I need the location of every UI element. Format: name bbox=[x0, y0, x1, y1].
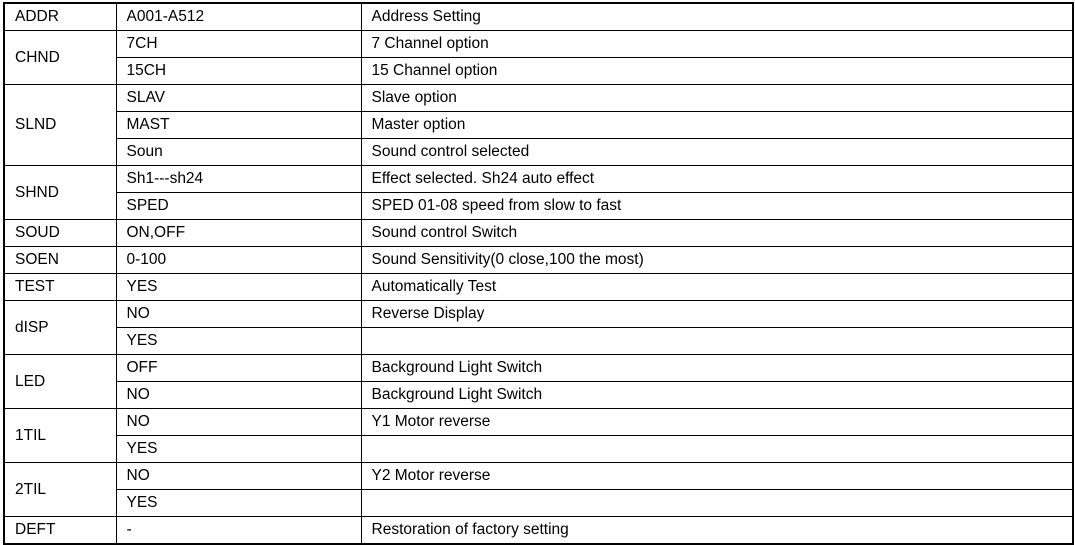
table-row bbox=[4, 463, 1073, 490]
menu-description-cell: Sound Sensitivity(0 close,100 the most) bbox=[361, 247, 1073, 274]
menu-description-cell: Reverse Display bbox=[361, 301, 1073, 328]
menu-value-cell: NO bbox=[116, 409, 361, 436]
table-row bbox=[4, 58, 1073, 85]
menu-code-cell: ADDR bbox=[4, 3, 116, 31]
dmx-menu-table bbox=[3, 2, 1074, 545]
menu-description-cell: Address Setting bbox=[361, 3, 1073, 31]
menu-value-cell: YES bbox=[116, 436, 361, 463]
menu-description-cell: Background Light Switch bbox=[361, 355, 1073, 382]
table-row bbox=[4, 193, 1073, 220]
menu-code-cell: SOUD bbox=[4, 220, 116, 247]
menu-description-cell: Effect selected. Sh24 auto effect bbox=[361, 166, 1073, 193]
menu-description-cell: Slave option bbox=[361, 85, 1073, 112]
table-row bbox=[4, 85, 1073, 112]
menu-description-cell: 15 Channel option bbox=[361, 58, 1073, 85]
menu-value-cell: SPED bbox=[116, 193, 361, 220]
menu-description-cell: Y2 Motor reverse bbox=[361, 463, 1073, 490]
document-page bbox=[0, 2, 1075, 539]
table-row bbox=[4, 220, 1073, 247]
menu-description-cell: Sound control selected bbox=[361, 139, 1073, 166]
menu-description-cell: Automatically Test bbox=[361, 274, 1073, 301]
menu-description-cell: Restoration of factory setting bbox=[361, 517, 1073, 545]
menu-description-cell: Sound control Switch bbox=[361, 220, 1073, 247]
menu-code-cell: TEST bbox=[4, 274, 116, 301]
table-row bbox=[4, 409, 1073, 436]
menu-description-cell: Master option bbox=[361, 112, 1073, 139]
menu-description-cell: 7 Channel option bbox=[361, 31, 1073, 58]
menu-value-cell: YES bbox=[116, 490, 361, 517]
menu-value-cell: ON,OFF bbox=[116, 220, 361, 247]
menu-value-cell: NO bbox=[116, 382, 361, 409]
table-row bbox=[4, 274, 1073, 301]
menu-value-cell: Sh1---sh24 bbox=[116, 166, 361, 193]
menu-code-cell: CHND bbox=[4, 31, 116, 85]
menu-description-cell bbox=[361, 436, 1073, 463]
menu-code-cell: LED bbox=[4, 355, 116, 409]
menu-code-cell: dISP bbox=[4, 301, 116, 355]
menu-value-cell: NO bbox=[116, 463, 361, 490]
menu-value-cell: NO bbox=[116, 301, 361, 328]
menu-value-cell: OFF bbox=[116, 355, 361, 382]
menu-description-cell: Background Light Switch bbox=[361, 382, 1073, 409]
menu-value-cell: SLAV bbox=[116, 85, 361, 112]
table-row bbox=[4, 382, 1073, 409]
menu-value-cell: 0-100 bbox=[116, 247, 361, 274]
table-row bbox=[4, 31, 1073, 58]
menu-code-cell: SLND bbox=[4, 85, 116, 166]
table-row bbox=[4, 247, 1073, 274]
menu-code-cell: SHND bbox=[4, 166, 116, 220]
table-row bbox=[4, 301, 1073, 328]
table-row bbox=[4, 490, 1073, 517]
table-row bbox=[4, 355, 1073, 382]
menu-value-cell: MAST bbox=[116, 112, 361, 139]
table-row bbox=[4, 517, 1073, 545]
menu-description-cell: Y1 Motor reverse bbox=[361, 409, 1073, 436]
table-row bbox=[4, 328, 1073, 355]
menu-value-cell: YES bbox=[116, 274, 361, 301]
menu-value-cell: 7CH bbox=[116, 31, 361, 58]
table-row bbox=[4, 3, 1073, 31]
menu-description-cell: SPED 01-08 speed from slow to fast bbox=[361, 193, 1073, 220]
menu-value-cell: A001-A512 bbox=[116, 3, 361, 31]
table-row bbox=[4, 436, 1073, 463]
menu-code-cell: 1TIL bbox=[4, 409, 116, 463]
table-row bbox=[4, 112, 1073, 139]
menu-description-cell bbox=[361, 490, 1073, 517]
menu-value-cell: 15CH bbox=[116, 58, 361, 85]
menu-code-cell: SOEN bbox=[4, 247, 116, 274]
table-row bbox=[4, 166, 1073, 193]
menu-code-cell: 2TIL bbox=[4, 463, 116, 517]
menu-value-cell: YES bbox=[116, 328, 361, 355]
table-body bbox=[4, 3, 1073, 544]
menu-value-cell: - bbox=[116, 517, 361, 545]
menu-value-cell: Soun bbox=[116, 139, 361, 166]
table-row bbox=[4, 139, 1073, 166]
menu-code-cell: DEFT bbox=[4, 517, 116, 545]
menu-description-cell bbox=[361, 328, 1073, 355]
